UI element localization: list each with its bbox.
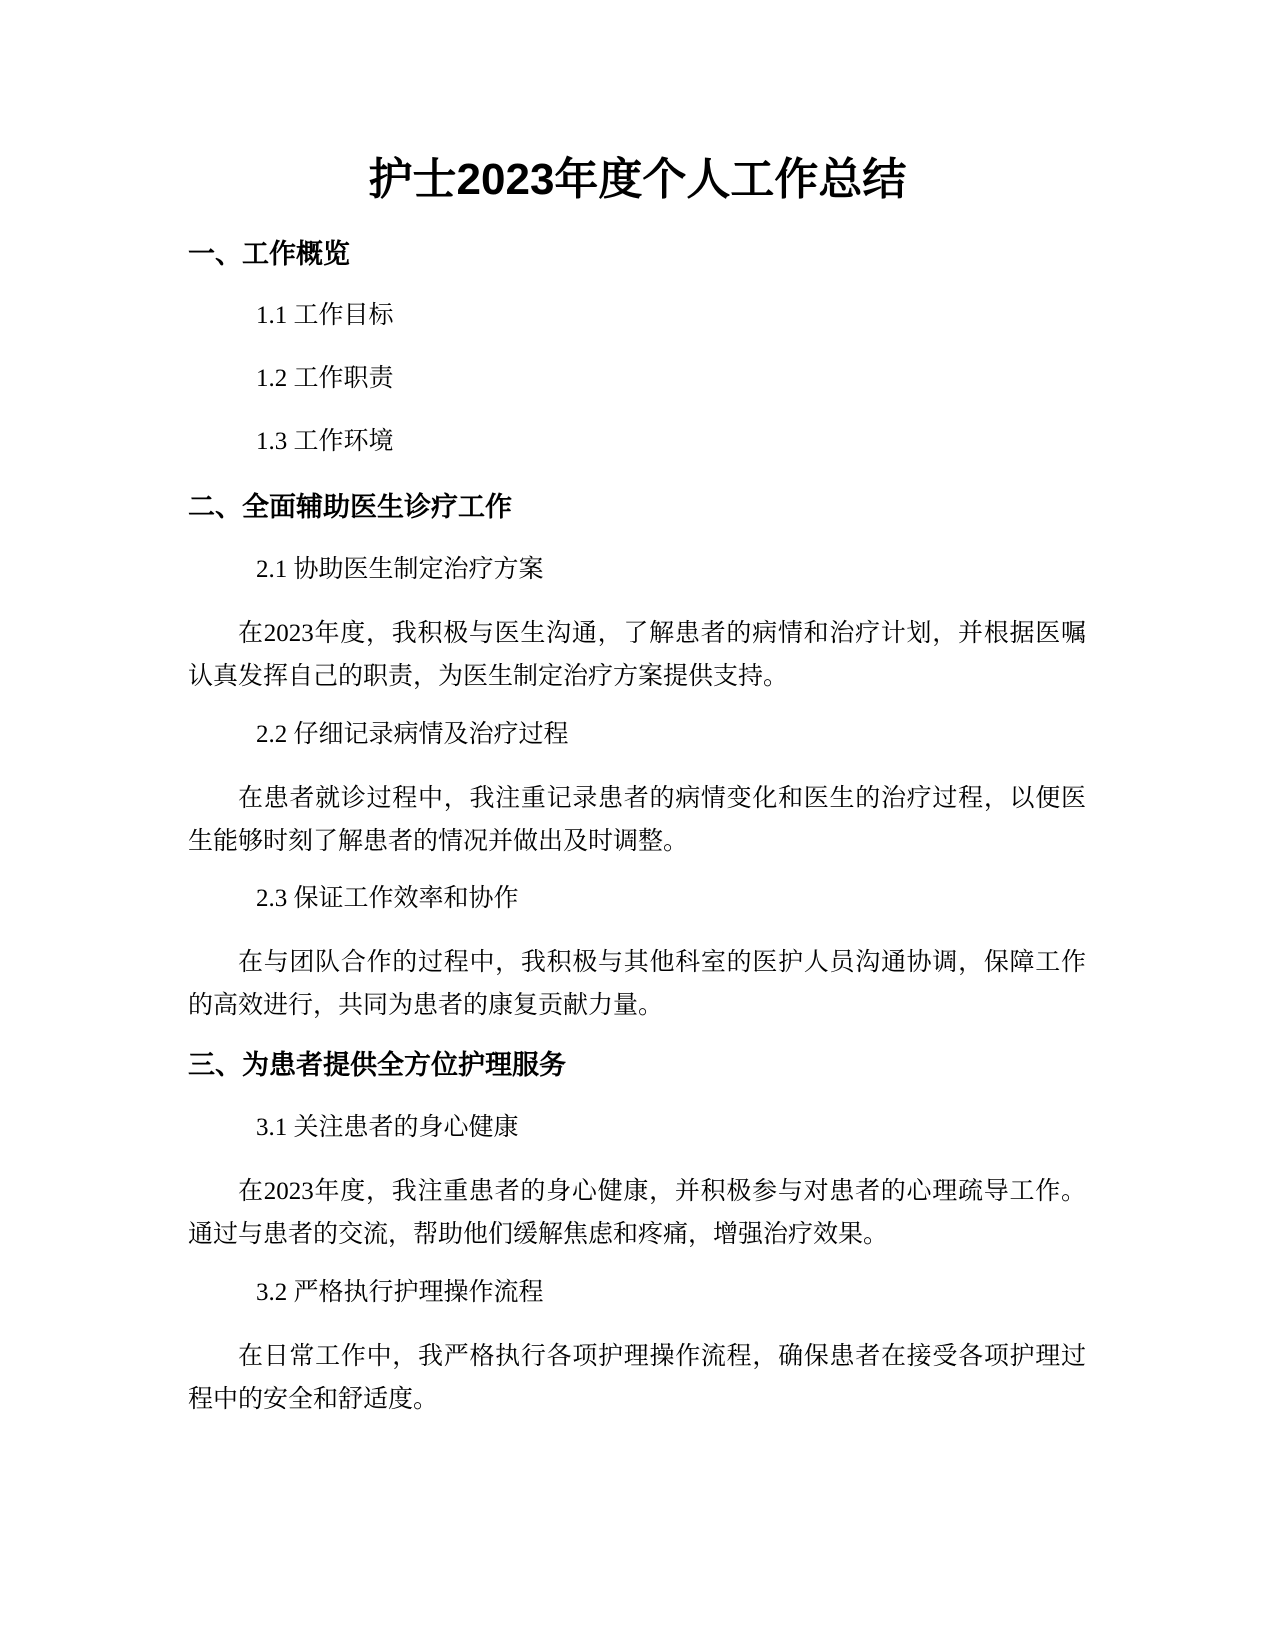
paragraph-2-3: 在与团队合作的过程中，我积极与其他科室的医护人员沟通协调，保障工作的高效进行，共同为患者的康复贡献力量。 — [188, 949, 1086, 1019]
subsection-heading-3-1: 3.1 关注患者的身心健康 — [256, 1114, 519, 1141]
subsection-heading-1-1: 1.1 工作目标 — [256, 302, 394, 329]
section-heading-1: 一、工作概览 — [188, 239, 350, 269]
document-title: 护士2023年度个人工作总结 — [368, 155, 907, 204]
section-heading-3: 三、为患者提供全方位护理服务 — [188, 1050, 566, 1080]
paragraph-2-1: 在2023年度，我积极与医生沟通，了解患者的病情和治疗计划，并根据医嘱认真发挥自己的职责，为医生制定治疗方案提供支持。 — [188, 620, 1086, 690]
subsection-heading-1-3: 1.3 工作环境 — [256, 428, 394, 455]
paragraph-2-2: 在患者就诊过程中，我注重记录患者的病情变化和医生的治疗过程，以便医生能够时刻了解患者的情况并做出及时调整。 — [188, 785, 1086, 855]
paragraph-3-2: 在日常工作中，我严格执行各项护理操作流程，确保患者在接受各项护理过程中的安全和舒适度。 — [188, 1343, 1086, 1413]
subsection-heading-2-2: 2.2 仔细记录病情及治疗过程 — [256, 721, 569, 748]
section-heading-2: 二、全面辅助医生诊疗工作 — [188, 492, 512, 522]
subsection-heading-2-1: 2.1 协助医生制定治疗方案 — [256, 556, 544, 583]
subsection-heading-3-2: 3.2 严格执行护理操作流程 — [256, 1279, 544, 1306]
paragraph-3-1: 在2023年度，我注重患者的身心健康，并积极参与对患者的心理疏导工作。通过与患者的交流，帮助他们缓解焦虑和疼痛，增强治疗效果。 — [188, 1178, 1086, 1248]
subsection-heading-2-3: 2.3 保证工作效率和协作 — [256, 885, 519, 912]
subsection-heading-1-2: 1.2 工作职责 — [256, 365, 394, 392]
